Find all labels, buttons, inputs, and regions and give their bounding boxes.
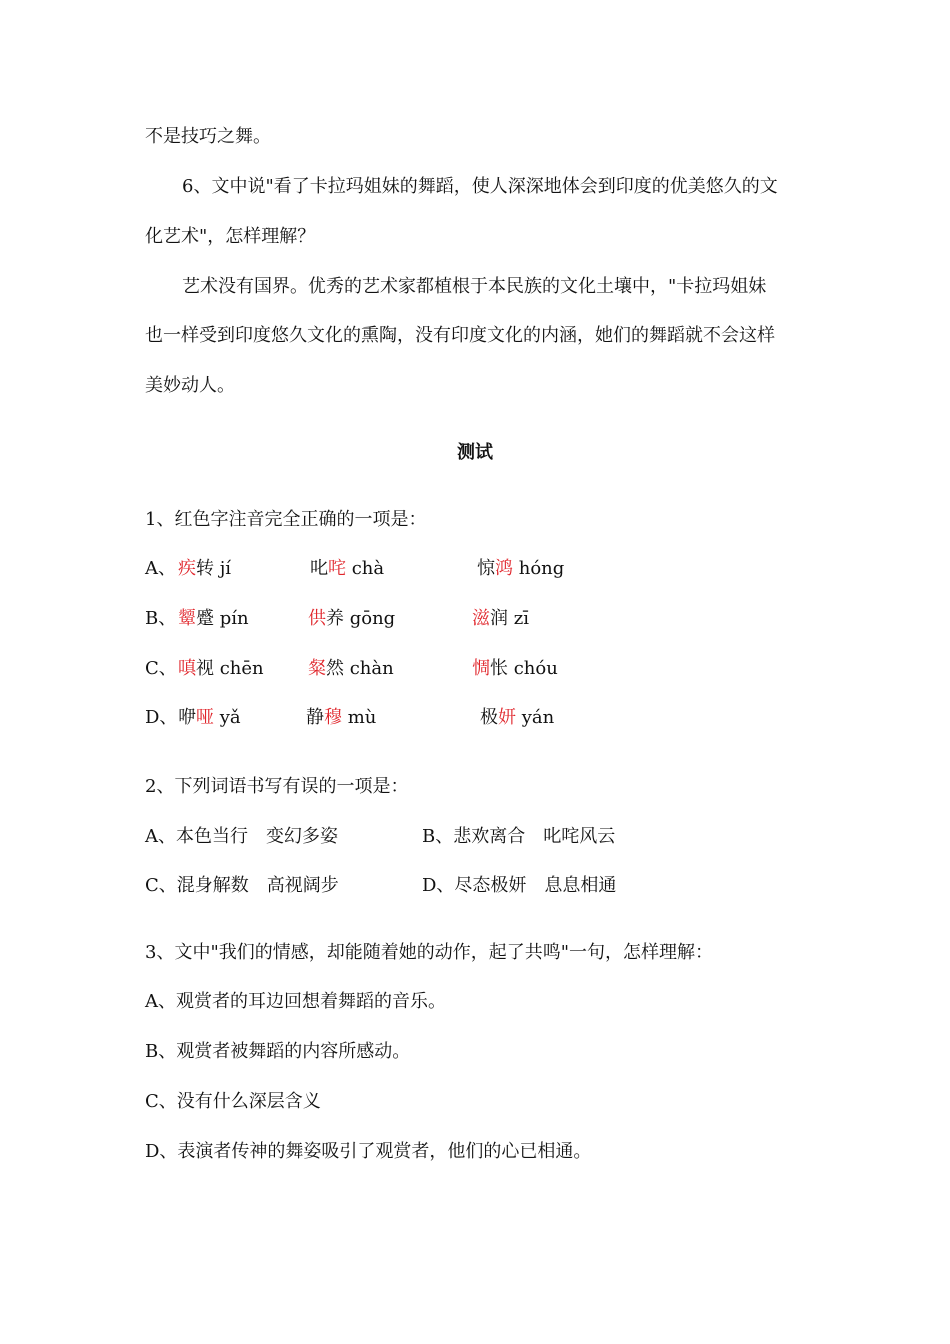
pinyin-text: mù	[342, 707, 377, 728]
highlighted-char: 鸿	[495, 558, 513, 579]
highlighted-char: 妍	[498, 707, 516, 728]
pinyin-item	[480, 706, 554, 730]
word-char: 咿	[178, 707, 196, 728]
question-6-line: 化艺术"，怎样理解？	[145, 226, 316, 247]
pinyin-text: 蹙 pín	[196, 608, 249, 629]
pinyin-item	[178, 657, 264, 681]
pinyin-text: 转 jí	[196, 558, 232, 579]
answer-line: 也一样受到印度悠久文化的熏陶，没有印度文化的内涵，她们的舞蹈就不会这样	[145, 325, 775, 346]
pinyin-item	[310, 557, 384, 581]
pinyin-item	[477, 557, 564, 581]
word-char: 静	[306, 707, 324, 728]
question-3-option-c: C、没有什么深层含义	[145, 1091, 321, 1112]
pinyin-item	[472, 607, 529, 631]
question-1-stem: 1、红色字注音完全正确的一项是：	[145, 509, 427, 530]
question-3-option-a: A、观赏者的耳边回想着舞蹈的音乐。	[145, 991, 446, 1012]
pinyin-text: chà	[346, 558, 385, 579]
highlighted-char: 颦	[178, 608, 196, 629]
pinyin-text: 然 chàn	[326, 658, 394, 679]
pinyin-item	[306, 706, 376, 730]
question-2-option-c: C、混身解数 高视阔步	[145, 875, 339, 896]
answer-line: 艺术没有国界。优秀的艺术家都植根于本民族的文化土壤中，"卡拉玛姐妹	[182, 276, 767, 297]
pinyin-text: hóng	[513, 558, 565, 579]
section-title: 测试	[457, 442, 493, 463]
highlighted-char: 粲	[308, 658, 326, 679]
highlighted-char: 疾	[178, 558, 196, 579]
pinyin-item	[308, 657, 394, 681]
option-label: B、	[145, 608, 177, 629]
pinyin-text: 养 gōng	[326, 608, 396, 629]
pinyin-item	[178, 557, 231, 581]
word-char: 惊	[477, 558, 495, 579]
highlighted-char: 咤	[328, 558, 346, 579]
answer-line: 美妙动人。	[145, 375, 235, 396]
question-3-stem: 3、文中"我们的情感，却能随着她的动作，起了共鸣"一句，怎样理解：	[145, 942, 714, 963]
highlighted-char: 哑	[196, 707, 214, 728]
pinyin-item	[472, 657, 558, 681]
pinyin-text: 怅 chóu	[490, 658, 558, 679]
option-label: D、	[145, 707, 178, 728]
highlighted-char: 供	[308, 608, 326, 629]
passage-line: 不是技巧之舞。	[145, 126, 271, 147]
highlighted-char: 滋	[472, 608, 490, 629]
pinyin-text: 润 zī	[490, 608, 529, 629]
pinyin-item	[308, 607, 395, 631]
highlighted-char: 穆	[324, 707, 342, 728]
option-label: A、	[145, 558, 176, 579]
pinyin-text: yǎ	[214, 707, 241, 728]
pinyin-text: yán	[516, 707, 555, 728]
question-3-option-d: D、表演者传神的舞姿吸引了观赏者，他们的心已相通。	[145, 1141, 592, 1162]
pinyin-item	[178, 706, 241, 730]
pinyin-text: 视 chēn	[196, 658, 264, 679]
question-2-stem: 2、下列词语书写有误的一项是：	[145, 776, 409, 797]
pinyin-item	[178, 607, 249, 631]
question-2-option-d: D、尽态极妍 息息相通	[422, 875, 617, 896]
word-char: 极	[480, 707, 498, 728]
highlighted-char: 嗔	[178, 658, 196, 679]
option-label: C、	[145, 658, 177, 679]
question-3-option-b: B、观赏者被舞蹈的内容所感动。	[145, 1041, 411, 1062]
highlighted-char: 惆	[472, 658, 490, 679]
word-char: 叱	[310, 558, 328, 579]
question-6-line: 6、文中说"看了卡拉玛姐妹的舞蹈，使人深深地体会到印度的优美悠久的文	[182, 176, 778, 197]
question-2-option-b: B、悲欢离合 叱咤风云	[422, 826, 616, 847]
question-2-option-a: A、本色当行 变幻多姿	[145, 826, 338, 847]
